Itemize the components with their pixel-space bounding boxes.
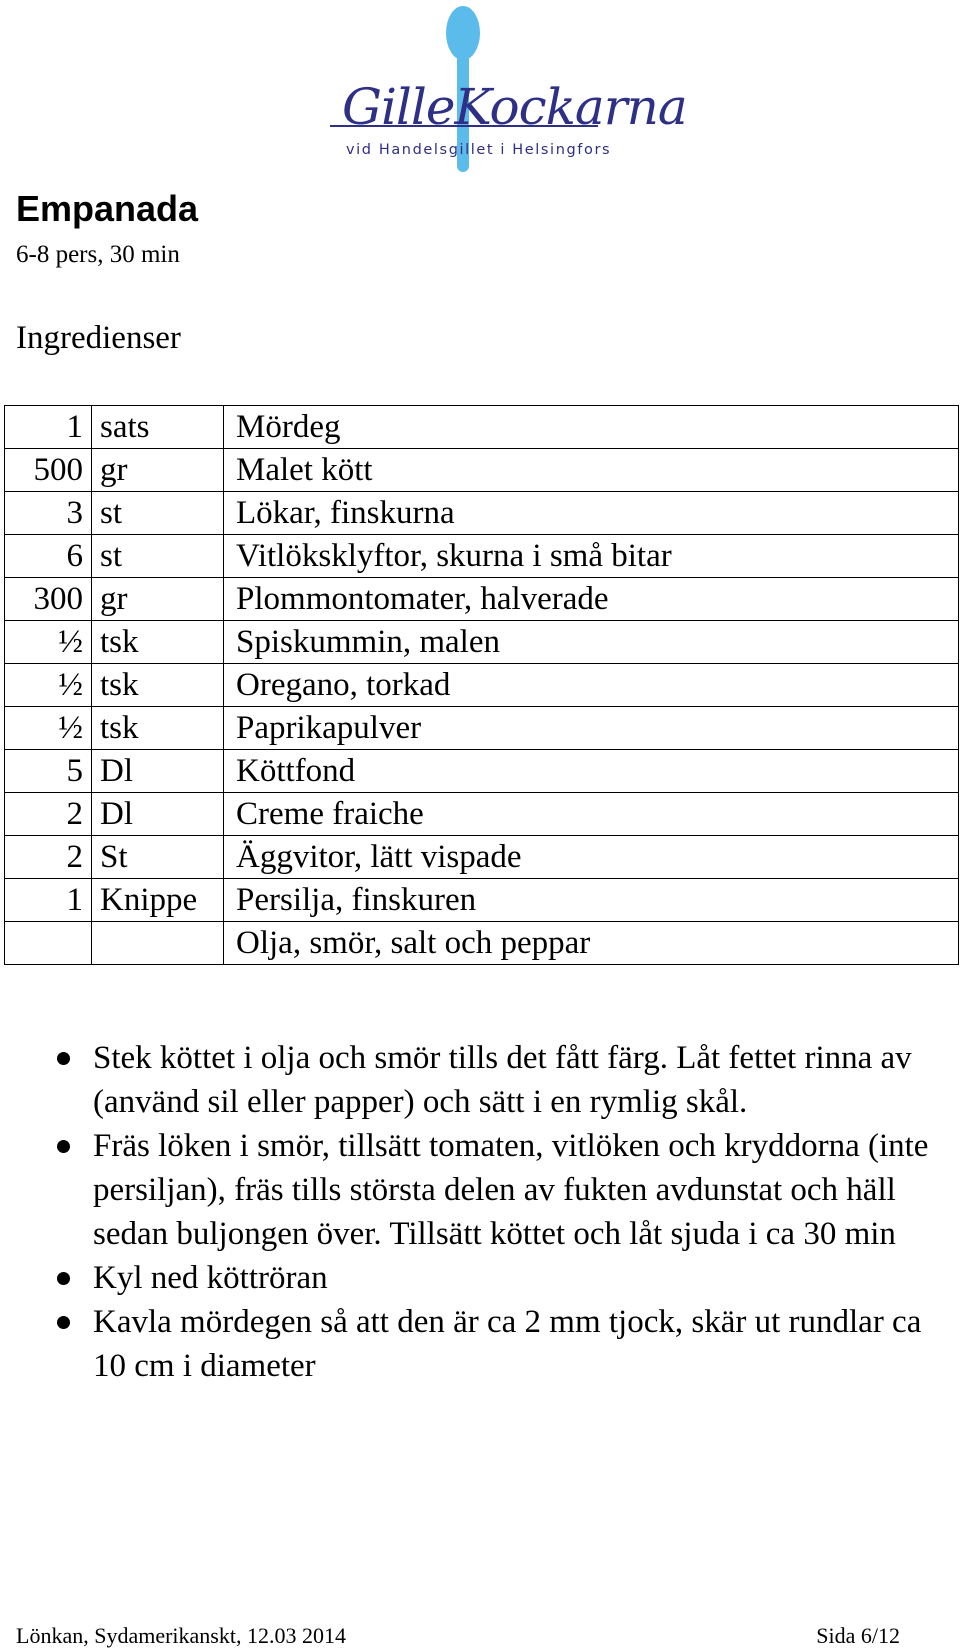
recipe-subtitle: 6-8 pers, 30 min <box>16 241 180 268</box>
ingredient-quantity: 6 <box>5 535 92 578</box>
instruction-text: Kavla mördegen så att den är ca 2 mm tjock, skär ut rundlar ca 10 cm i diameter <box>93 1304 922 1384</box>
ingredient-unit: St <box>92 836 224 879</box>
ingredient-unit: tsk <box>92 664 224 707</box>
ingredient-row <box>5 879 959 922</box>
ingredient-unit: gr <box>92 449 224 492</box>
ingredient-quantity: 500 <box>5 449 92 492</box>
ingredient-unit: sats <box>92 406 224 449</box>
instructions-list <box>0 1036 960 1388</box>
instruction-step <box>0 1036 960 1124</box>
ingredient-row <box>5 406 959 449</box>
ingredient-unit: tsk <box>92 621 224 664</box>
ingredients-heading: Ingredienser <box>16 320 181 356</box>
ingredient-row <box>5 492 959 535</box>
bullet-icon <box>57 1140 70 1153</box>
ingredient-name: Vitlöksklyftor, skurna i små bitar <box>224 535 959 578</box>
ingredient-unit: st <box>92 492 224 535</box>
footer-source: Lönkan, Sydamerikanskt, 12.03 2014 <box>16 1623 346 1648</box>
ingredient-unit: Dl <box>92 793 224 836</box>
ingredient-quantity: ½ <box>5 707 92 750</box>
ingredient-quantity: 1 <box>5 406 92 449</box>
ingredient-unit: Knippe <box>92 879 224 922</box>
ingredient-row <box>5 621 959 664</box>
instruction-text: Stek köttet i olja och smör tills det fått färg. Låt fettet rinna av (använd sil eller papper) och sätt i en rymlig skål. <box>93 1040 912 1120</box>
ingredient-unit: tsk <box>92 707 224 750</box>
ingredient-quantity: 5 <box>5 750 92 793</box>
ingredient-row <box>5 449 959 492</box>
ingredient-name: Persilja, finskuren <box>224 879 959 922</box>
ingredient-quantity: 1 <box>5 879 92 922</box>
ingredient-quantity: 2 <box>5 793 92 836</box>
ingredient-name: Äggvitor, lätt vispade <box>224 836 959 879</box>
ingredient-name: Malet kött <box>224 449 959 492</box>
instruction-text: Kyl ned köttröran <box>93 1260 328 1296</box>
ingredient-quantity <box>5 922 92 965</box>
ingredient-unit: gr <box>92 578 224 621</box>
ingredient-name: Mördeg <box>224 406 959 449</box>
instruction-step <box>0 1300 960 1388</box>
ingredient-unit <box>92 922 224 965</box>
ingredient-name: Lökar, finskurna <box>224 492 959 535</box>
ingredient-quantity: ½ <box>5 664 92 707</box>
ingredient-row <box>5 793 959 836</box>
bullet-icon <box>57 1052 70 1065</box>
ingredient-name: Plommontomater, halverade <box>224 578 959 621</box>
logo-tagline: vid Handelsgillet i Helsingfors <box>346 142 612 158</box>
gillekockarna-logo <box>330 0 687 190</box>
ingredients-table <box>4 405 959 965</box>
ingredient-name: Oregano, torkad <box>224 664 959 707</box>
ingredient-unit: st <box>92 535 224 578</box>
instruction-text: Fräs löken i smör, tillsätt tomaten, vitlöken och kryddorna (inte persiljan), fräs tills största delen av fukten avdunstat och häll sedan buljongen över. Tillsätt köttet och låt sjuda i ca 30 min <box>93 1128 929 1252</box>
ingredient-row <box>5 535 959 578</box>
ingredient-quantity: 300 <box>5 578 92 621</box>
logo-wordmark: GilleKockarna <box>342 78 687 136</box>
instruction-step <box>0 1124 960 1256</box>
ingredient-name: Creme fraiche <box>224 793 959 836</box>
instruction-step <box>0 1256 960 1300</box>
ingredient-row <box>5 922 959 965</box>
ingredient-quantity: 2 <box>5 836 92 879</box>
ingredient-name: Spiskummin, malen <box>224 621 959 664</box>
ingredient-row <box>5 707 959 750</box>
recipe-title: Empanada <box>16 188 199 229</box>
page-number: Sida 6/12 <box>816 1623 900 1648</box>
ingredient-row <box>5 664 959 707</box>
ingredient-quantity: ½ <box>5 621 92 664</box>
bullet-icon <box>57 1316 70 1329</box>
ingredient-row <box>5 578 959 621</box>
ingredient-unit: Dl <box>92 750 224 793</box>
ingredient-name: Köttfond <box>224 750 959 793</box>
ingredient-name: Olja, smör, salt och peppar <box>224 922 959 965</box>
ingredient-quantity: 3 <box>5 492 92 535</box>
bullet-icon <box>57 1272 70 1285</box>
ingredient-row <box>5 836 959 879</box>
ingredient-name: Paprikapulver <box>224 707 959 750</box>
ingredient-row <box>5 750 959 793</box>
